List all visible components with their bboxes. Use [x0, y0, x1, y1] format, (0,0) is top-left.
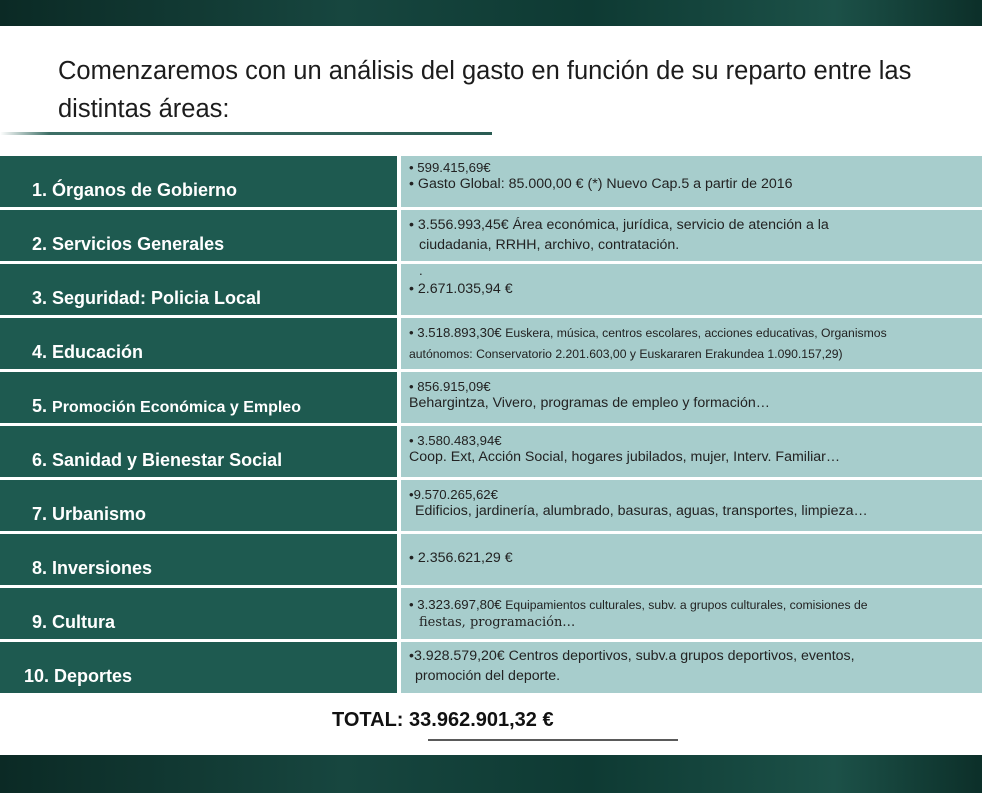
area-label: 3. Seguridad: Policia Local — [32, 288, 262, 308]
slide-title: Comenzaremos con un análisis del gasto en función de su reparto entre las distintas áreas: — [58, 57, 912, 123]
detail-line: • 856.915,09€ — [409, 379, 491, 394]
area-label — [32, 396, 301, 417]
area-cell — [0, 264, 397, 315]
area-cell — [0, 642, 397, 693]
area-label: 9. Cultura — [32, 612, 116, 632]
area-label: 4. Educación — [32, 342, 144, 362]
detail-line: ciudadania, RRHH, archivo, contratación. — [419, 237, 680, 253]
bottom-decorative-band — [0, 755, 982, 793]
total-label: TOTAL: — [332, 709, 404, 731]
detail-line: • 2.356.621,29 € — [409, 550, 513, 566]
table-row — [0, 642, 982, 693]
detail-line: Coop. Ext, Acción Social, hogares jubilados, mujer, Interv. Familiar… — [409, 449, 841, 465]
area-cell — [0, 588, 397, 639]
table-row — [0, 588, 982, 639]
detail-cell — [401, 480, 982, 531]
area-label: 1. Órganos de Gobierno — [32, 180, 238, 200]
detail-line: • 2.671.035,94 € — [409, 281, 513, 297]
title-underline — [0, 132, 492, 135]
expense-table — [0, 156, 982, 696]
table-row — [0, 534, 982, 585]
area-cell — [0, 426, 397, 477]
area-name: Promoción Económica y Empleo — [52, 399, 301, 416]
detail-line: • 3.556.993,45€ Área económica, jurídica, servicio de atención a la — [409, 217, 829, 233]
detail-cell — [401, 426, 982, 477]
detail-line: Behargintza, Vivero, programas de empleo y formación… — [409, 395, 770, 411]
detail-cell — [401, 534, 982, 585]
area-label: 6. Sanidad y Bienestar Social — [32, 450, 283, 470]
table-row — [0, 372, 982, 423]
detail-line: promoción del deporte. — [415, 668, 561, 684]
detail-line: autónomos: Conservatorio 2.201.603,00 y Euskararen Erakundea 1.090.157,29) — [409, 347, 843, 361]
detail-line: • 3.580.483,94€ — [409, 433, 502, 448]
detail-cell — [401, 156, 982, 207]
total — [332, 709, 554, 732]
detail-line: fiestas, programación… — [419, 615, 576, 630]
total-underline — [428, 739, 678, 741]
area-cell — [0, 534, 397, 585]
table-row — [0, 426, 982, 477]
table-row — [0, 210, 982, 261]
area-number: 5. — [32, 396, 48, 416]
area-label: 8. Inversiones — [32, 558, 153, 578]
area-label: 7. Urbanismo — [32, 504, 147, 524]
detail-cell — [401, 210, 982, 261]
detail-line: •9.570.265,62€ — [409, 487, 498, 502]
detail-line: Edificios, jardinería, alumbrado, basuras, aguas, transportes, limpieza… — [415, 503, 868, 519]
table-row — [0, 480, 982, 531]
detail-cell — [401, 264, 982, 315]
detail-amount: • 3.323.697,80€ — [409, 597, 502, 612]
table-row — [0, 318, 982, 369]
detail-line: • Gasto Global: 85.000,00 € (*) Nuevo Cap.5 a partir de 2016 — [409, 176, 793, 192]
area-cell — [0, 318, 397, 369]
detail-amount: • 3.518.893,30€ — [409, 325, 502, 340]
area-label: 10. Deportes — [24, 666, 133, 686]
detail-cell — [401, 318, 982, 369]
top-decorative-band — [0, 0, 982, 26]
area-cell — [0, 480, 397, 531]
detail-cell — [401, 588, 982, 639]
detail-cell — [401, 372, 982, 423]
area-cell — [0, 210, 397, 261]
detail-line: •3.928.579,20€ Centros deportivos, subv.a grupos deportivos, eventos, — [409, 648, 855, 664]
detail-line: • 599.415,69€ — [409, 160, 491, 175]
table-row — [0, 156, 982, 207]
total-value: 33.962.901,32 € — [409, 709, 554, 731]
detail-line: . — [419, 264, 423, 278]
table-row — [0, 264, 982, 315]
area-cell — [0, 156, 397, 207]
detail-description: Euskera, música, centros escolares, acciones educativas, Organismos — [505, 326, 887, 340]
area-cell — [0, 372, 397, 423]
area-label: 2. Servicios Generales — [32, 234, 225, 254]
detail-cell — [401, 642, 982, 693]
detail-description: Equipamientos culturales, subv. a grupos culturales, comisiones de — [505, 598, 868, 612]
